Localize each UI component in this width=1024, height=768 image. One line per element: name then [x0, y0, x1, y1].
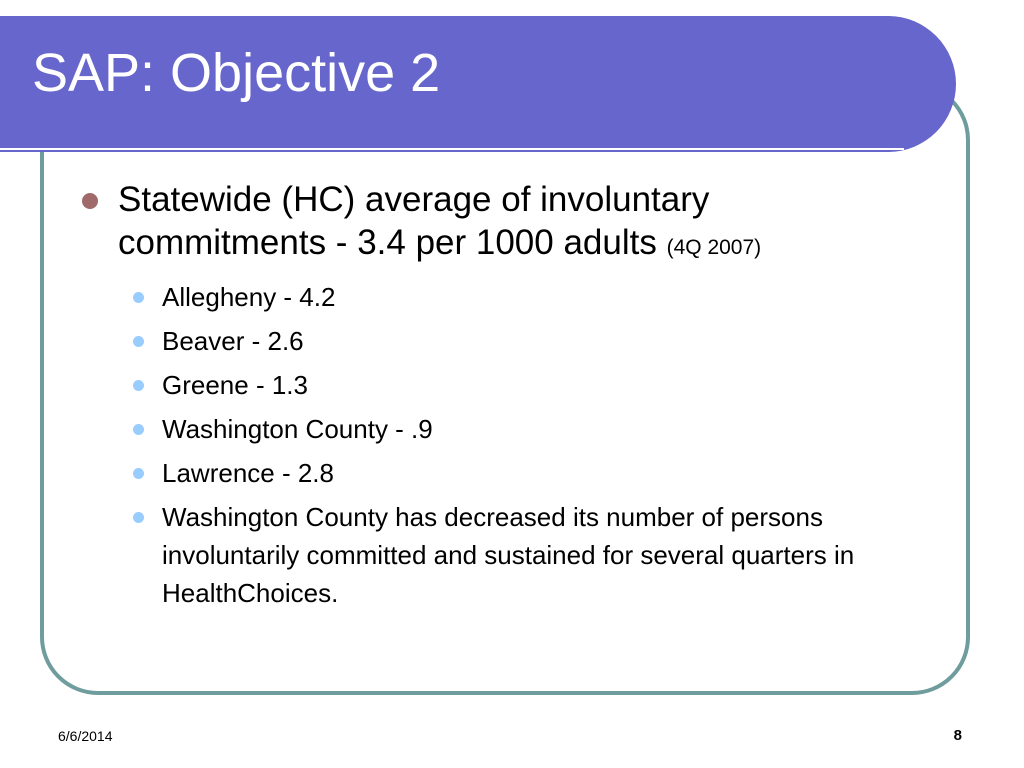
- main-bullet-marker-icon: [82, 193, 98, 209]
- sub-bullet-text: Greene - 1.3: [162, 370, 308, 400]
- sub-bullet-list: [130, 278, 898, 612]
- sub-bullet-item: [130, 278, 898, 316]
- sub-bullet-marker-icon: [133, 336, 144, 347]
- sub-bullet-marker-icon: [133, 468, 144, 479]
- slide-number: 8: [953, 727, 962, 744]
- sub-bullet-item: [130, 454, 898, 492]
- sub-bullet-item: [130, 410, 898, 448]
- title-underline: [0, 148, 904, 150]
- sub-bullet-marker-icon: [133, 512, 144, 523]
- sub-bullet-marker-icon: [133, 292, 144, 303]
- sub-bullet-item: [130, 366, 898, 404]
- sub-bullet-text: Beaver - 2.6: [162, 326, 304, 356]
- sub-bullet-text: Washington County has decreased its number of persons involuntarily committed and sustained for several quarters in HealthChoices.: [162, 502, 855, 608]
- main-bullet-text: Statewide (HC) average of involuntary commitments - 3.4 per 1000 adults: [118, 180, 710, 262]
- sub-bullet-item: [130, 498, 898, 612]
- sub-bullet-item: [130, 322, 898, 360]
- main-bullet-note: (4Q 2007): [666, 236, 762, 259]
- slide-title: SAP: Objective 2: [32, 43, 441, 103]
- sub-bullet-text: Washington County - .9: [162, 414, 433, 444]
- footer-date: 6/6/2014: [58, 728, 113, 744]
- sub-bullet-text: Allegheny - 4.2: [162, 282, 336, 312]
- sub-bullet-marker-icon: [133, 424, 144, 435]
- slide-body: [78, 178, 898, 618]
- sub-bullet-text: Lawrence - 2.8: [162, 458, 334, 488]
- main-bullet: [78, 178, 898, 269]
- sub-bullet-marker-icon: [133, 380, 144, 391]
